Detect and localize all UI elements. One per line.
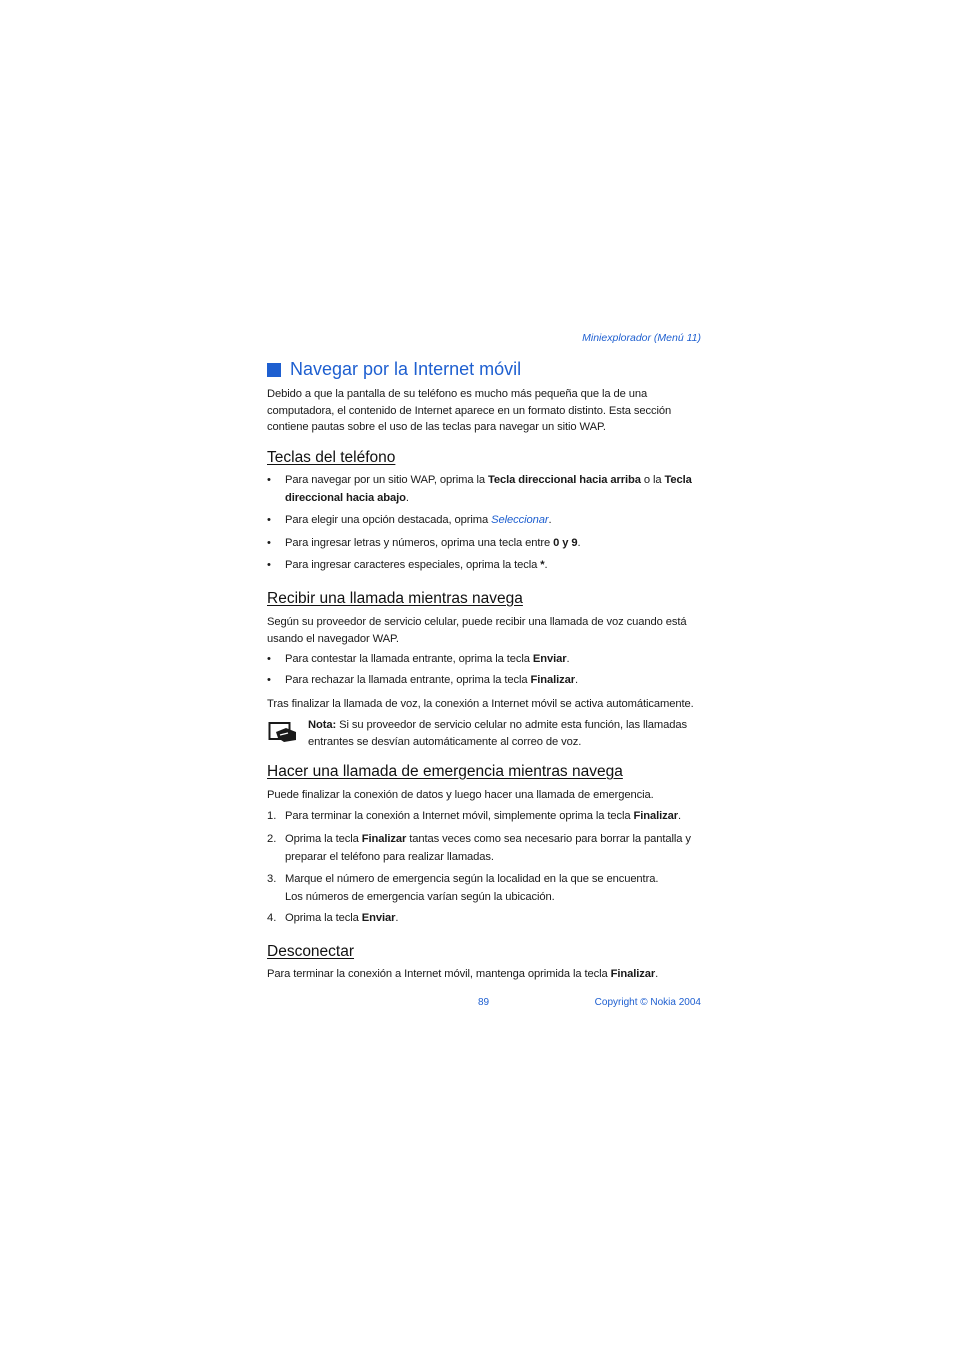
step-item: Oprima la tecla Finalizar tantas veces como sea necesario para borrar la pantalla y preparar el teléfono para realizar llamadas. — [285, 833, 691, 863]
list-item: Para ingresar caracteres especiales, oprima la tecla *. — [285, 559, 548, 571]
disconnect-text: Para terminar la conexión a Internet móvil, mantenga oprimida la tecla Finalizar. — [267, 968, 659, 980]
bullet-icon: • — [267, 514, 271, 526]
running-header: Miniexplorador (Menú 11) — [582, 332, 701, 344]
copyright: Copyright © Nokia 2004 — [594, 997, 701, 1008]
step-item: Oprima la tecla Enviar. — [285, 912, 399, 924]
page-number: 89 — [478, 997, 490, 1008]
bullet-icon: • — [267, 474, 271, 486]
step-item: Marque el número de emergencia según la localidad en la que se encuentra. Los números de emergencia varían según la ubicación. — [285, 873, 659, 903]
step-number: 1. — [267, 810, 277, 822]
note-text: Nota: Si su proveedor de servicio celular no admite esta función, las llamadas entrantes se desvían automáticamente al correo de voz. — [308, 719, 687, 748]
receive-after: Tras finalizar la llamada de voz, la conexión a Internet móvil se activa automáticamente. — [267, 698, 694, 710]
bullet-icon: • — [267, 559, 271, 571]
bullet-icon: • — [267, 537, 271, 549]
section-square-icon — [267, 363, 281, 377]
heading-disconnect: Desconectar — [267, 943, 355, 960]
heading-receive-call: Recibir una llamada mientras navega — [267, 590, 523, 607]
bullet-icon: • — [267, 674, 271, 686]
list-item: Para elegir una opción destacada, oprima Seleccionar. — [285, 514, 552, 526]
heading-keys: Teclas del teléfono — [267, 449, 396, 466]
step-item: Para terminar la conexión a Internet móvil, simplemente oprima la tecla Finalizar. — [285, 810, 681, 822]
section-intro: Debido a que la pantalla de su teléfono es mucho más pequeña que la de una computadora, el contenido de Internet aparece en un formato distinto. Esta sección contiene pautas sobre el uso de las teclas para navegar un sitio WAP. — [267, 388, 672, 433]
list-item: Para ingresar letras y números, oprima una tecla entre 0 y 9. — [285, 537, 581, 549]
emergency-intro: Puede finalizar la conexión de datos y luego hacer una llamada de emergencia. — [267, 789, 654, 801]
section-title-text: Navegar por la Internet móvil — [290, 359, 522, 379]
step-number: 2. — [267, 833, 277, 845]
section-title — [267, 359, 521, 380]
list-item: Para contestar la llamada entrante, oprima la tecla Enviar. — [285, 653, 570, 665]
step-number: 3. — [267, 873, 277, 885]
list-item: Para navegar por un sitio WAP, oprima la Tecla direccional hacia arriba o la Tecla direccional hacia abajo. — [285, 474, 692, 504]
receive-intro: Según su proveedor de servicio celular, puede recibir una llamada de voz cuando está usando el navegador WAP. — [267, 616, 687, 645]
heading-emergency: Hacer una llamada de emergencia mientras navega — [267, 763, 623, 780]
seleccionar-link: Seleccionar — [491, 514, 549, 526]
list-item: Para rechazar la llamada entrante, oprima la tecla Finalizar. — [285, 674, 579, 686]
step-number: 4. — [267, 912, 277, 924]
bullet-icon: • — [267, 653, 271, 665]
note-hand-icon — [268, 720, 298, 748]
